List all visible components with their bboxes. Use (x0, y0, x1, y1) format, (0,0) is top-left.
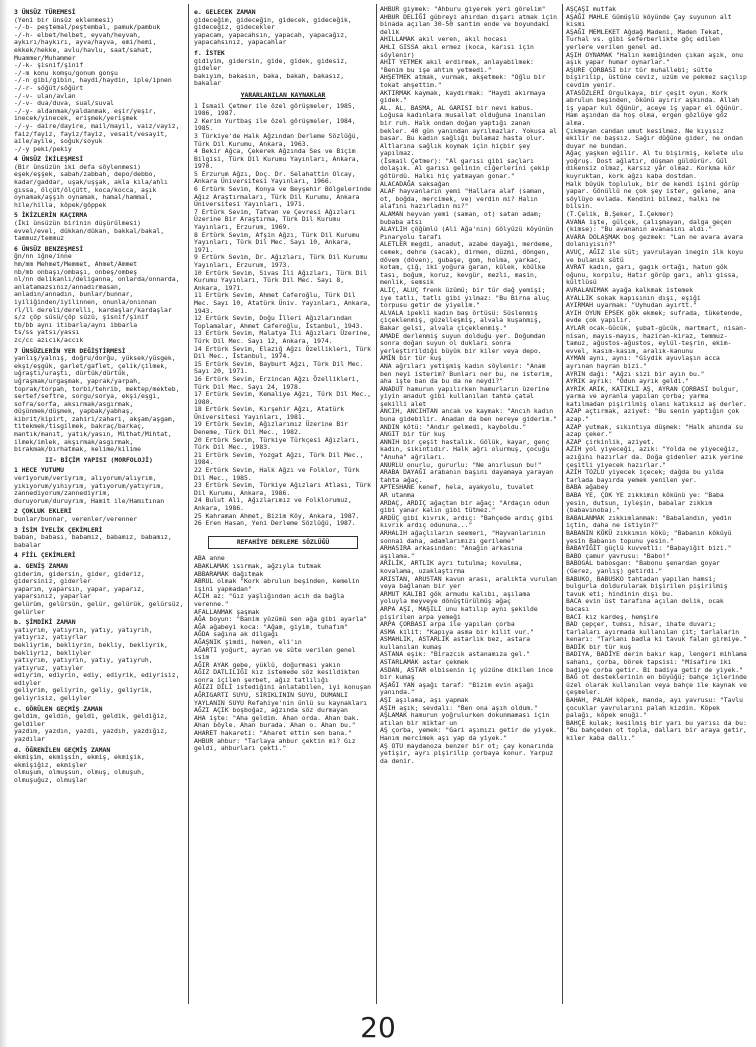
text-entry: AYIH OYUN EPSEK gök ekmek; sufrada, tüketende, evde çok yapılır. (566, 308, 747, 325)
text-entry: BACI kız kardeş, hemşire (566, 612, 659, 621)
text-entry: AL. AL. BASMA, AL GARISI bir nevi kabus. Loğusa kadınlara musallat olduğuna inanılan bir ruh. Halk ondan doğan yaptığı zanan bekler. 40 gün yanından ayrılmazlar. Yokusa al basar. Bu kadın sağlığı bulamaz hasta olur. Altlarına sağlık koymak için hiçbir şey yapılmaz. (380, 103, 561, 158)
text-entry: AZIH TOZLU yiyecek içecek; dağda bu yılda tarlada bayırda yemek yenilen yer. (566, 468, 728, 484)
text-entry: ALAF hayvanların yemi "Hallara alaf (saman, ot, boğda, mercimek, ve) verdin mi? Halın alafını hazırladın mı?" (380, 187, 550, 211)
text-entry: 23 Ertürk Sevim, Türkiye Ağızları Atlası, Türk Dil Kurumu, Ankara, 1986. (194, 481, 375, 497)
text-entry: AŞ çorba, yemek: "Gari aşımızı getir de yiyek. Hanım mercimek aşı yap da yiyek." (380, 726, 561, 742)
text-entry: AYRİK ARIK, KATIKLI AŞ, AYRAN ÇORBASI bulgur, yarma ve ayranla yapılan çorba; yarma katılmadan pişirilmiş olanı katıksız aş derler. (566, 384, 747, 408)
text-entry: ekmişim, ekmişsin, ekmiş, ekmişik, ekmişiğiz, ekmişler (14, 753, 149, 769)
text-entry: ALACADAĞA saksağan (380, 179, 450, 188)
text-entry: zc/cc azıcık/accık (14, 335, 84, 344)
text-entry: gideceğim, gideceğin, gidecek, gideceğik, gideceğiz, gidecekler (194, 15, 356, 32)
text-entry: s/z çöp süsü/çöp süzü, şisnif/şinif (14, 313, 149, 322)
text-entry: ANDIN kötü: "Andır gelmedi, kayboldu." (380, 422, 527, 431)
text-entry: 16 Ertürk Sevim, Erzincan Ağzı Özellikleri, Türk Dil Mec. Sayı 24, 1978. (194, 374, 364, 391)
section-heading: f. İSTEK (194, 48, 225, 57)
text-entry: ARABA DAYAĞI arabanın başını dayamaya yarayan tahta ağaç. (380, 468, 557, 484)
text-entry: ARMUT KALIBI gök armudu kalıbı, aşılama yoluyla meyveye dönüştürülmüş ağaç (380, 589, 534, 606)
text-entry: (Yeni bir ünsüz eklenmesi) (14, 15, 115, 24)
text-entry: AVUÇ, AĞIZ ile süt; yavrulayan inegin ilk koyu ve bulanık sütü (566, 248, 747, 264)
text-entry: (İsmail Çetmer): "Al garısı gibi saçları dolaşık. Al garısı gelinin ciğerlerini çekip götürdü. Halkı hiç yatmayan gonar." (380, 156, 554, 181)
text-entry: -/-h- elbet/helbet, eyvah/heyvah, aykırı/haykırı, ayva/hayva, emi/hemi, ekkek/hekke, avlu/havlu, saat/sahat, Muammer/Muhammer (14, 30, 161, 62)
column-dictionary-a (380, 6, 560, 1016)
text-entry: AĞIZI DİLİ istediğini anlatabilen, iyi konuşan (194, 683, 371, 692)
text-entry: rl/ll dereli/derelli, kardaşlar/kardaşlar (14, 305, 172, 314)
text-entry: AŞIH aşık; sevdalı: "Ben ona aşıh oldum." (380, 703, 538, 712)
text-entry: ACIH az: "Gız yaşlığından acıh da bağla verenne." (194, 592, 348, 608)
section-heading: 1 HECE YUTUMU (14, 466, 65, 475)
text-entry: AVARA DOLAŞMAK boş gezmek: "Lan ne avara avara dolanıyısın?" (566, 232, 747, 249)
text-entry: ALAMAN heyvan yemi (saman, ot) satan adam; bubaba atsı (380, 210, 546, 226)
section-heading: c. GÖRÜLEN GEÇMİŞ ZAMAN (14, 704, 103, 713)
text-entry: Çıkmayan candan umut kesilmez. Ne kıyısız ekilir ne başsız. Sağır düğüne gider, ne ondan duyar ne bundan. (566, 126, 747, 150)
text-entry: AŞI aşılama, aşı yapmak (380, 696, 469, 705)
page-number: 20 (360, 1011, 396, 1044)
text-entry: BABALANMAK zıkkımlanmak: "Babalandın, yedin içtin, daha ne istiyin?" (566, 513, 736, 530)
text-entry: ABRUL olmak "Kork abrulun beşinden, kemelin işini yapmadan" (194, 577, 364, 593)
text-entry: 19 Ertürk Sevim, Ağızlarımız Üzerine Bir Deneme, Türk Dil Mec., 1982. (194, 420, 352, 437)
text-entry: 15 Ertürk Sevim, Bayburt Ağzı, Türk Dil Mec. Sayı 20, 1971. (194, 359, 368, 376)
text-entry: BABAYİĞİT güçlü kuvvetli: "Babayiğit bizi." (566, 544, 732, 553)
text-entry: 2 Kerim Yurtbaş ile özel görüşmeler, 1984, 1985. (194, 116, 360, 133)
text-entry: veriyorum/veriyrım, alıyorum/alıyrım, yıkıyorum/yıhıyrım, yatıyorum/yatıyrım, zannediyorum/zannediyrim, duruyorum/duruyrım, Hamit ile/Hamıtınan (14, 474, 168, 505)
text-entry: AĞAŞNIK şimdi, hemen, eli'ın (194, 637, 302, 646)
text-entry: ANNIH bir çeşit hastalık. Gölük, kayar, genç kadın, sıkıntıdır. Halk ağrı olurmuş, çocuğu "Anuha" ağrıları. (380, 437, 554, 462)
text-entry: AŞURE ÇORBASI bir tür muhallebi; sütte bişirilip, üstüne ceviz, uzüm ve pekmez saçılıp cevdim yenir. (566, 65, 751, 89)
text-entry: ğn/nn iğne/inne (14, 252, 72, 261)
text-entry: Halk büyük topluluk, bir de kendi işini görüp yapar. Gönüllü ne çok şey ister, gelene, ana söylüyo evlada. Kendini bilmez, halkı ne bilsin. (566, 179, 743, 211)
text-entry: 1 İsmail Çetmer ile özel görüşmeler, 1985, 1986, 1987. (194, 101, 360, 118)
text-entry: BAĞ ot desteklerinin en büyüğü; bahçe içlerinde üzel olarak kullanılan veya bahçe ile kaynak ve çeşmeler. (566, 673, 751, 697)
section-heading: 3 ÜNSÜZ TÜREMESİ (14, 8, 76, 16)
text-entry: ASDAN, ASTAR elbisenin iç yüzüne dikilen ince bir kumaş (380, 665, 557, 682)
text-entry: AHA işte: "Aha geldim. Ahan orda. Ahan bak. Ahan böyle. Ahan burada. Ahan o. Ahan bu." (194, 713, 364, 730)
text-entry: AĞDA sağına ak dilgağı (194, 630, 279, 639)
text-entry: 9 Ertürk Sevim, Dr. Ağızları, Türk Dil Kurumu Yayınları, Erzurum, 1973. (194, 253, 371, 269)
text-entry: gelürüm, gelürsün, gelür, gelürük, gelürsüz, gelürler (14, 599, 188, 616)
text-entry: ARHALIH ağaçlıların seemeri, "Hayvanlarının sonnai daha, adamlarımızı gerileme" (380, 528, 550, 545)
column-dictionary-b (566, 5, 751, 1016)
section-heading: 3 İSİM İYELİK ÇEKİMLERİ (14, 525, 103, 534)
text-entry: AFALLANMAK şaşmak (194, 607, 260, 616)
text-entry: -/-k- şisnif/şinif (14, 61, 84, 70)
text-entry: ABBARAMAK dağıtmak (194, 569, 264, 578)
text-entry: AVRAT kadın, garı, gagık ortağı, hatun gök oğunu, korpılu, Hatır görüp garı, ahlı gissa, kültlüsü (566, 263, 743, 287)
text-entry: 24 Bulut Ali, Ağızlarımız ve Folklorumuz, Ankara, 1986. (194, 496, 356, 512)
text-entry: ABA anne (194, 554, 225, 563)
text-entry: -/-y- aldanmak/yaldanmak, eşir/yeşir, inecek/yinecek, erişmek/yerişmek (14, 106, 161, 123)
text-entry: bakıyım, bakasın, baka, bakah, bakasız, bakalar (194, 71, 348, 88)
text-entry: ARİLİK, ARTLIK ayrı tutulma; kovulma, kovalama, uzaklaştırma (380, 559, 527, 575)
text-entry: APTESHANE kenef, hela, ayakyolu, tuvalet (380, 483, 534, 492)
text-entry: AZAP açtırmak, aziyet: "Bu senin yaptığın çok azap." (566, 407, 743, 424)
text-entry: AHIT YETMEK akıl erdirmek, anlayabilmek: "Benim bu işe ahtım yetmedi." (380, 58, 538, 74)
text-entry: 20 Ertürk Sevim, Türkiye Türkçesi Ağızları, Türk Dil Mec., 1983. (194, 435, 364, 452)
text-entry: BABUKO, BABUSKO tahtadan yapılan hamsi; bulgurla doldurularak bişirilen pişirilmiş tavuk eti; hindinin dışı bu. (566, 574, 732, 598)
column-morphology-sources (194, 6, 375, 1016)
text-entry: -/-v- dua/duva, sual/suval (14, 99, 115, 108)
text-entry: BACA evin üst tarafına açılan delik, ocak bacası (566, 597, 728, 613)
text-entry: BABA YE, ÇOK YE zıkkımın kökünü ye: "Baba yesin, dutsun, iyleşin, babalar zıkkım (babavınoba)." (566, 491, 728, 515)
text-entry: nb/mb onbaşı/ombaşı, onbeş/ombeş (14, 267, 138, 276)
text-entry: yatıyrım, yatıyrın, yatıy, yatıyruh, yatıyruz, yatıyler (14, 656, 157, 672)
text-entry: BAHÇE kulak; kesilmiş bir yarı bu yarısı da bu: "Bu bahçeden ot topla, dalları bir araya getir, kiler kaba dallı." (566, 718, 751, 742)
text-entry: 18 Ertürk Sevim, Kırşehir Ağzı, Atatürk Üniversitesi Yayınları, 1981. (194, 405, 348, 421)
section-heading: 5 İKİZLERİN KAÇIRMA (14, 211, 88, 220)
section-heading: e. GELECEK ZAMAN (194, 8, 256, 16)
text-entry: -/-v- ulan/avlan (14, 91, 76, 100)
text-entry: AŞLAMAK hamurun yoğrulurken dokunmaması için atılan bir miktar un (380, 711, 554, 727)
text-entry: ATASÖZLERİ Orgulkaya, bir çeşit oyun. Kork abrulun beşinden, ökünü ayırır aşkında. Allah iş yapar kul öğünür, aceye iş yapar el öğünür. Ham aşından da hoş olma, ergen gözlüye göz alma. (566, 88, 747, 127)
text-entry: ABAKLAMAK ısırmak, ağzıyla tutmak (194, 561, 321, 570)
text-entry: yazdım, yazdın, yazdı, yazdıh, yazdığız, yazdılar (14, 727, 172, 744)
text-entry: AĞA ağabeyi koca: "Ağam, giyim, tuhafım" (194, 622, 348, 631)
text-entry: -/-r- söğüt/söğürt (14, 83, 84, 92)
text-entry: ASTANA eşik: "Birazcık astanamıza gel." (380, 650, 531, 659)
text-entry: -/-y- daire/dayire, mail/mayil, vaiz/vayiz, faiz/fayiz, fayiz/fayiz, vesait/vesayit, aile/ayile, soğuk/soyuk (14, 121, 184, 146)
text-entry: AHBUR DELİĞİ gübreyi ahırdan dışarı atmak için binada açılan 30-50 santim ende ve boyundaki delik (380, 12, 561, 36)
section-heading: b. ŞİMDİKİ ZAMAN (14, 618, 76, 627)
text-entry: AHLI GISSA akıl ermez (koca, karısı için söylenir) (380, 42, 538, 59)
text-entry: 4 Bekir Ağca, Çekerek Ağzında Ses ve Biçim Bilgisi, Türk Dil Kurumu Yayınları, Ankara, 1970. (194, 147, 364, 171)
text-entry: 14 Ertürk Sevim, Elazığ Ağzı Özellikleri, Türk Dil Mec., İstanbul, 1974. (194, 344, 375, 361)
text-entry: ANA ağrıları yetişmiş kadın söylenir: "Anam ben neyi isterim? Bunları ner bu, ne isterim, aha işte ban da bu da ne neydi?" (380, 361, 557, 386)
text-entry: 17 Ertürk Sevim, Kemaliye Ağzı, Türk Dil Mec., 1980. (194, 390, 375, 406)
text-entry: Ağaç yaşken eğilir. Al tu bişirmiş, kelete ulu yoğruş. Dost ağlatır, düşman güldürür. Gül dikensiz olmaz, karsız yâr olmaz. Korkma kör kuyruktan, kork ağzı kaba dostdan. (566, 149, 747, 181)
text-entry: yapacam, yapacahsın, yapacah, yapacağız, yapacahsınız, yapacahlar (194, 30, 352, 47)
text-entry: ASMAHLIK, ASTARLIK astarlık bez, astara kullanılan kumaş (380, 635, 534, 651)
text-entry: AZAP yutmak, sıkıntıya düşmek: "Halk ahında su azap çeker." (566, 422, 747, 439)
text-entry: AYALLIK sokak kapısının dışı, eşiği (566, 293, 701, 302)
text-entry: 25 Kahraman Ahmet, Bizim Köy, Ankara, 1987. (194, 511, 360, 520)
text-entry: AHILLAMAK akıl veren, akıl hocası (380, 35, 507, 44)
text-entry: bunlar/bunnar, verenler/verenner (14, 515, 138, 523)
text-entry: AYRIN dağı: "Ağzı sizi bir ayın bu." (566, 369, 705, 378)
text-entry: ALIÇ, ALUÇ frenk üzümü; bir tür dağ yemişi; iye tatlı, tatlı gibi yılmaz: "Bu Birna aluç torpusu getir de yiyelim." (380, 285, 554, 310)
part-heading: II- BİÇİM YAPISI (MORFOLOJİ) (45, 455, 153, 464)
text-entry: 22 Ertürk Sevim, Halk Ağzı ve Folklor, Türk Dil Mec., 1985. (194, 466, 364, 482)
text-entry: 5 Erzurum Ağzı, Doç. Dr. Selahattin Olcay, Ankara Üniversitesi Yayınları, 1966. (194, 169, 360, 186)
text-entry: 8 Ertürk Sevim, Afşin Ağzı, Türk Dil Kurumu Yayınları, Türk Dil Mec. Sayı 10, Ankara, 1971. (194, 230, 364, 254)
text-entry: AĞZI AÇIK boşboğaz, ağzında söz durmayan (194, 706, 348, 715)
text-entry: geliyrim, geliyrin, geliy, geliyrik, geliyrisiz, geliyler (14, 686, 157, 703)
text-entry: (Bir ünsüzün iki defa söylenmesi) (14, 162, 141, 171)
text-entry: 13 Ertürk Sevim, Malatya İli Ağızları Üzerine, Türk Dil Mec. Sayı 12, Ankara, 1974. (194, 329, 375, 345)
text-entry: AŞAĞI MEMLEKET Ağdağ Madeni, Maden Tekat, Turhal vs. gibi seferberlikte göç edilen yerlere verilen genel ad. (566, 27, 728, 51)
text-entry: ANGIT bir tür kuş (380, 430, 446, 439)
column-divider (376, 4, 377, 1004)
text-entry: BABANIN KÖKÜ zıkkımın kökü; "Babanın köküyü yesin Babanın topunu yesin." (566, 528, 736, 545)
text-entry: AMADE derlenmiş suyun dolduğu yer. Doğumdan sonra doğan suyun ol dukları sonra yerleştirildiği büyük bir kiler veya depo. (380, 331, 550, 355)
text-entry: AHBUR giymek: "Ahburu giyerek yeri görelim" (380, 5, 546, 13)
text-entry: AĞIZ DATLILIĞI kız istemede söz kesildikten sonra içilen şerbet, ağız tatlılığı (194, 668, 364, 684)
text-entry: tb/bb aynı itibarla/aynı ibbarla (14, 320, 138, 329)
text-entry: BABOGAL babosgan: "Babonu şenardan goyar (Gerez, yanlış) getirdi." (566, 559, 724, 575)
text-entry: ASTARLAMAK astar çekmek (380, 658, 469, 667)
text-entry: AVRALANIMAK ayağa kalkmak istemek (566, 285, 693, 294)
text-entry: BAHAH, PALAH köpek, manda, ayı yavrusu: "Tavlu çocuklar yavrularını palah kizdin. Köpek palağı, köpek enuği." (566, 696, 747, 720)
text-entry: AMİN bir tür kuş (380, 354, 442, 363)
text-entry: -/-y peki/pekiy (14, 144, 72, 153)
text-entry: ANCIH, ANCIHTAN ancak ve kaymak: "Ancıh kadın buna gidebilir. Anadan da ben nereye giderim." (380, 407, 557, 424)
text-entry: AĞIR AYAK gebe, yüklü, doğurması yakın (194, 660, 341, 669)
text-entry: giderim, gidersin, gider, gideriz, gidersiniz, giderler (14, 569, 149, 586)
section-heading: 2 ÇOKLUK EKLERİ (14, 507, 72, 516)
text-entry: BADİK bir tür kuş (566, 642, 632, 651)
text-entry: BABO çamur yavrusu: "Babo!" (566, 551, 670, 560)
text-entry: AŞÇAŞI mutfak (566, 5, 617, 13)
text-entry: AHBUR ahbur: "Tarlaya ahbur çektin mi? Gız geldi, ahburları çekti." (194, 736, 360, 753)
text-entry: AĞARTI yoğurt, ayran ve süte verilen genel isim (194, 645, 360, 662)
text-entry: nl/nn delikanlı/deliganna, onlarda/onnarda, anlatamazsınız/annadırmasan, anladın/annadın, bunlar/bunnar, iyiliğinden/iyilinnen, onunla/onınnan (14, 275, 184, 306)
text-entry: AR utanma (380, 491, 415, 499)
text-entry: AĞA boyun: "Banim yüzümü sen ağa gibi ayarla" (194, 615, 368, 624)
text-entry: AĞRIGARTI SUYU, SIRIKLININ SUYU, DUMANLI YAYLANIN SUYU Refahiye'nin ünlü su kaynakları (194, 691, 368, 707)
column-divider (188, 4, 189, 1004)
text-entry: AYLAR ocak-Gücük, şubat-gücük, martmart, nisan-nisan, mayıs-mayıs, haziran-kiraz, temmuz-tamuz, ağustos-ağustos, eylül-teşrin, ekim-evvel, kasım-kasım, aralık-kanunu (566, 323, 747, 355)
section-heading: 4 ÜNSÜZ İKİLEŞMESİ (14, 155, 84, 164)
text-entry: BAD çepçer, tumsı, hisar, ihate duvarı; tarlaları ayırmada kullanılan çit; tarlalarin kenarı: "Tarlanı badla ki tavuk falan girmiye." (566, 620, 747, 644)
text-entry: 6 Ertürk Sevim, Konya ve Beyşehir Bölgelerinde Ağız Araştırmaları, Türk Dil Kurumu, Ankara Üniversitesi Yayınları, 1971. (194, 185, 375, 209)
text-entry: yatıyrım, yatıyrın, yatıy, yatıyrıh, yatıyrız, yatıyrlar (14, 625, 157, 642)
column-phonetics (14, 6, 188, 1016)
section-heading: d. ÖĞRENİLEN GEÇMİŞ ZAMAN (14, 745, 111, 754)
text-entry: ASMA kilit: "Kapıya asma bir kilit vur." (380, 627, 534, 636)
text-entry: eşek/eşşek, sabah/zabbah, depo/debbo, kadar/gaddar, uşak/uşşak, akla kıla/ahlı gıssa, ölçüt/ölçütt, koca/kocca, aşık oynamak/aşşıh oynamak, hamal/hammal, hile/hilla, köpek/göppek (14, 170, 172, 209)
section-heading: 7 ÜNSÜZLERİN YER DEĞİŞTİRMESİ (14, 346, 126, 355)
text-entry: BABA ağabey (566, 483, 609, 492)
text-entry: ARPA AŞI, MAŞILI unu katılıp aynı şekilde pişirilen arpa yemeği (380, 604, 542, 621)
text-entry: -/-m konu komşu/gonum gonşu (14, 68, 118, 77)
text-entry: ALETLER megdi, anadut, azabe dayağı, merdeme, cemek, dehre (sacak), dirmen, düzmi, döngen, dövem (döven), gubaşe, gom, holma, yarkac, kotam, çiğ, iki yoğura garan, külek, köülke tası, boğum, koruz, kevgür, mezli, masin, menlik, semsik (380, 240, 557, 287)
text-entry: gidiyim, gidersin, gide, gidek, gidesiz, gideler (194, 56, 352, 73)
section-heading: a. GENİŞ ZAMAN (14, 561, 68, 570)
section-heading: 4 FİİL ÇEKİMLERİ (14, 551, 76, 560)
text-entry: AŞIH OYNAMAK "Halın kemiğinden çıkan aşık, onu aşık yapar humar oynarlar." (566, 50, 747, 67)
text-entry: AŞAĞI YAN aşağı taraf: "Bizim evin aşağı yanında." (380, 680, 538, 697)
text-entry: evvel/evel, dükkan/dükan, bakkal/bakal, tammuz/temmuz (14, 226, 168, 243)
text-entry: ANURLU onurlu, gururlu: "Ne anırlusun bu!" (380, 460, 542, 469)
text-entry: AHŞETMEK atmak, vurmak, akşetmek: "Oğlu bir tokat ahşettim." (380, 73, 550, 89)
text-entry: yanlış/yalnış, doğru/dorğu, yüksek/yüsgek, ekşi/eşgük, garlet/gaflet, çelik/çilmek, uğraştı/uraştı, dürtük/dürtük, uğraşmak/urgaşmak, yaprak/yarpah, toprak/torpah, torbi/tehrib, mektep/mekteb, sertef/seftre, sorgu/sorya, ekşi/eşgi, sofra/sorfa, aksırmak/asgırmak, düşünmek/düşmek, yapbak/yabhaş, kibrit/kipirt, zahiri/zahari, akşam/aşgam, titekmek/tisgilmek, bakraç/barkaç, mantık/manıt, yatık/yasın, Mithat/Mihtat, ilmek/imlek, akşırmak/asgırmak, birakmak/bırhatmak, kelime/kilime (14, 354, 184, 454)
text-entry: AŞ OTU maydanoza benzer bir ot; çay konarında yetişir, ayrı pişirilip çorbaya konur. Yarpuz da denir. (380, 741, 557, 765)
text-entry: AHARET hakareti: "Aharet ettin sen bana." (194, 729, 352, 738)
column-divider (562, 4, 563, 1004)
text-entry: bekliyrim, bekliyrin, bekliy, bekliyrik, bekliyriz, bekliyler (14, 640, 172, 657)
text-entry: ts/ss yatsı/yassı (14, 328, 80, 337)
text-entry: ALVALA ipekli kadın baş örtüsü: Süslenmiş çiçeklenmiş, güzelleşmiş, alvala kuşanmış, Bakar gelsi, alvala çiçeklenmiş." (380, 308, 546, 332)
text-entry: (T.Çelik, B.Şeker, İ.Çekmer) (566, 210, 674, 219)
scan-edge-shadow (0, 0, 8, 1047)
text-entry: ARDÜÇ gibi kıvrık, ardıç: "Bahçede ardıç gibi kıvrık ardıç odununa..." (380, 513, 557, 530)
text-entry: AKTIRMAK kaymak, kaydırmak: "Haydi akırmaya gidek." (380, 88, 550, 105)
section-heading: 6 ÜNSÜZ BENZEŞMESİ (14, 244, 84, 253)
text-entry: AYMAN aynı, aynı: "Giydik ayuvlaşın acca ayrınan hayran bizi." (566, 354, 724, 370)
text-entry: yaparım, yaparsın, yapar, yaparız, yaparsınız, yaparlar (14, 584, 149, 601)
section-title: YARARLANILAN KAYNAKLAR (240, 90, 326, 99)
text-entry: ANADUT hamurun yapılırken hamurların üzerine yiyin anadut gibi kullanılan tahta çatal şekilli alet (380, 384, 554, 408)
text-entry: AYRIK ayrık: "Odun ayrık geldi." (566, 377, 690, 386)
text-entry: 3 Türkiye'de Halk Ağzından Derleme Sözlüğü, Türk Dil Kurumu, Ankara, 1963. (194, 131, 364, 148)
text-entry: -/-b- peştemal/peştembal, pamuk/pambuk (14, 23, 161, 32)
text-entry: 11 Ertürk Sevim, Ahmet Caferoğlu, Türk Dil Mec. Sayı 10, Atatürk Üniv. Yayınları, Ankara, 1943. (194, 291, 375, 315)
text-entry: olmuşum, olmuşsun, olmuş, olmuşuh, olmuşuğuz, olmuşlar (14, 768, 149, 784)
text-entry: 10 Ertürk Sevim, Sivas İli Ağızları, Türk Dil Kurumu Yayınları, Türk Dil Mec. Sayı 8, Ankara, 1971. (194, 268, 371, 292)
text-entry: (İki ünsüzün birinin düşürülmesi) (14, 219, 141, 228)
text-entry: baban, babası, babamız, babamız, babamız, babalar (14, 533, 176, 549)
text-entry: ARDAÇ, ARDIÇ ağaçtan bir ağaç: "Ardaçın odun gibi yanar kalın gibi tütmez." (380, 498, 554, 515)
text-entry: ARPA ÇORBASI arpa ile yapılan çorba (380, 620, 515, 629)
text-entry: 21 Ertürk Sevim, Yozgat Ağzı, Türk Dil Mec., 1984. (194, 450, 368, 467)
text-entry: AZAP çirkinlik, aziyet. (566, 437, 655, 446)
text-entry: BADIYA, BADİYE derin bakır kap, lengeri mihlama sahanı, çorba, börek tapsisi: "Misafire iki badiye çorba getir. Bi badiya getir de yiyek." (566, 650, 751, 674)
text-entry: ALAYLIH çöğümlü (Ali Ağa'nın) Gölyüzü köyünün Pınaryolu tarafı (380, 225, 557, 241)
text-entry: ARHASIRA arkasından: "Anağın arkasına aşılama." (380, 544, 527, 560)
text-entry: geldim, geldin, geldi, geldik, geldiğiz, geldiler (14, 712, 172, 728)
text-entry: 26 Eren Hasan, Yeni Derleme Sözlüğü, 1987. (194, 519, 356, 528)
text-entry: 12 Ertürk Sevim, Doğu İlleri Ağızlarından Toplamalar, Ahmet Caferoğlu, İstanbul, 1943. (194, 314, 364, 330)
text-entry: ediyrim, ediyrin, ediy, ediyrik, ediyrisiz, ediyler (14, 671, 184, 687)
text-entry: 7 Ertürk Sevim, Tatvan ve Çevresi Ağızları Üzerine Bir Araştırma, Türk Dil Kurumu Yayınları, Erzurum, 1969. (194, 207, 360, 232)
text-entry: -/-n gibi/gibin, haydi/haydin, iple/ipnen (14, 76, 172, 85)
text-entry: AYIRMAH uyarmak: "Uyhudan ayırtt." (566, 301, 697, 310)
dictionary-title-box: REFAHİYE DERLEME SÖZLÜĞÜ (208, 536, 358, 550)
text-entry: AZIH yol yiyeceği, azık: "Yolda ne yiyeceğiz, azığını hazırlar da. Doğa gidenler azık yerine çeşitli yiyecek hazırlar." (566, 445, 747, 469)
text-entry: AVANA işte, gülçek, çalışmayan, dalga geçen (kimse): "Bu avananın avanasını aldı." (566, 217, 736, 234)
text-entry: hm/mm Mehmet/Memmet, Ahmet/Ammet (14, 260, 138, 268)
text-entry: AŞAĞI MAHLE Gümüşlü köyünde Çay suyunun alt kısmı (566, 12, 736, 29)
text-entry: ARISTAN, ARUSTAN kavun arası, aralıkta vurulan veya bağlanan bir yer (380, 574, 561, 591)
